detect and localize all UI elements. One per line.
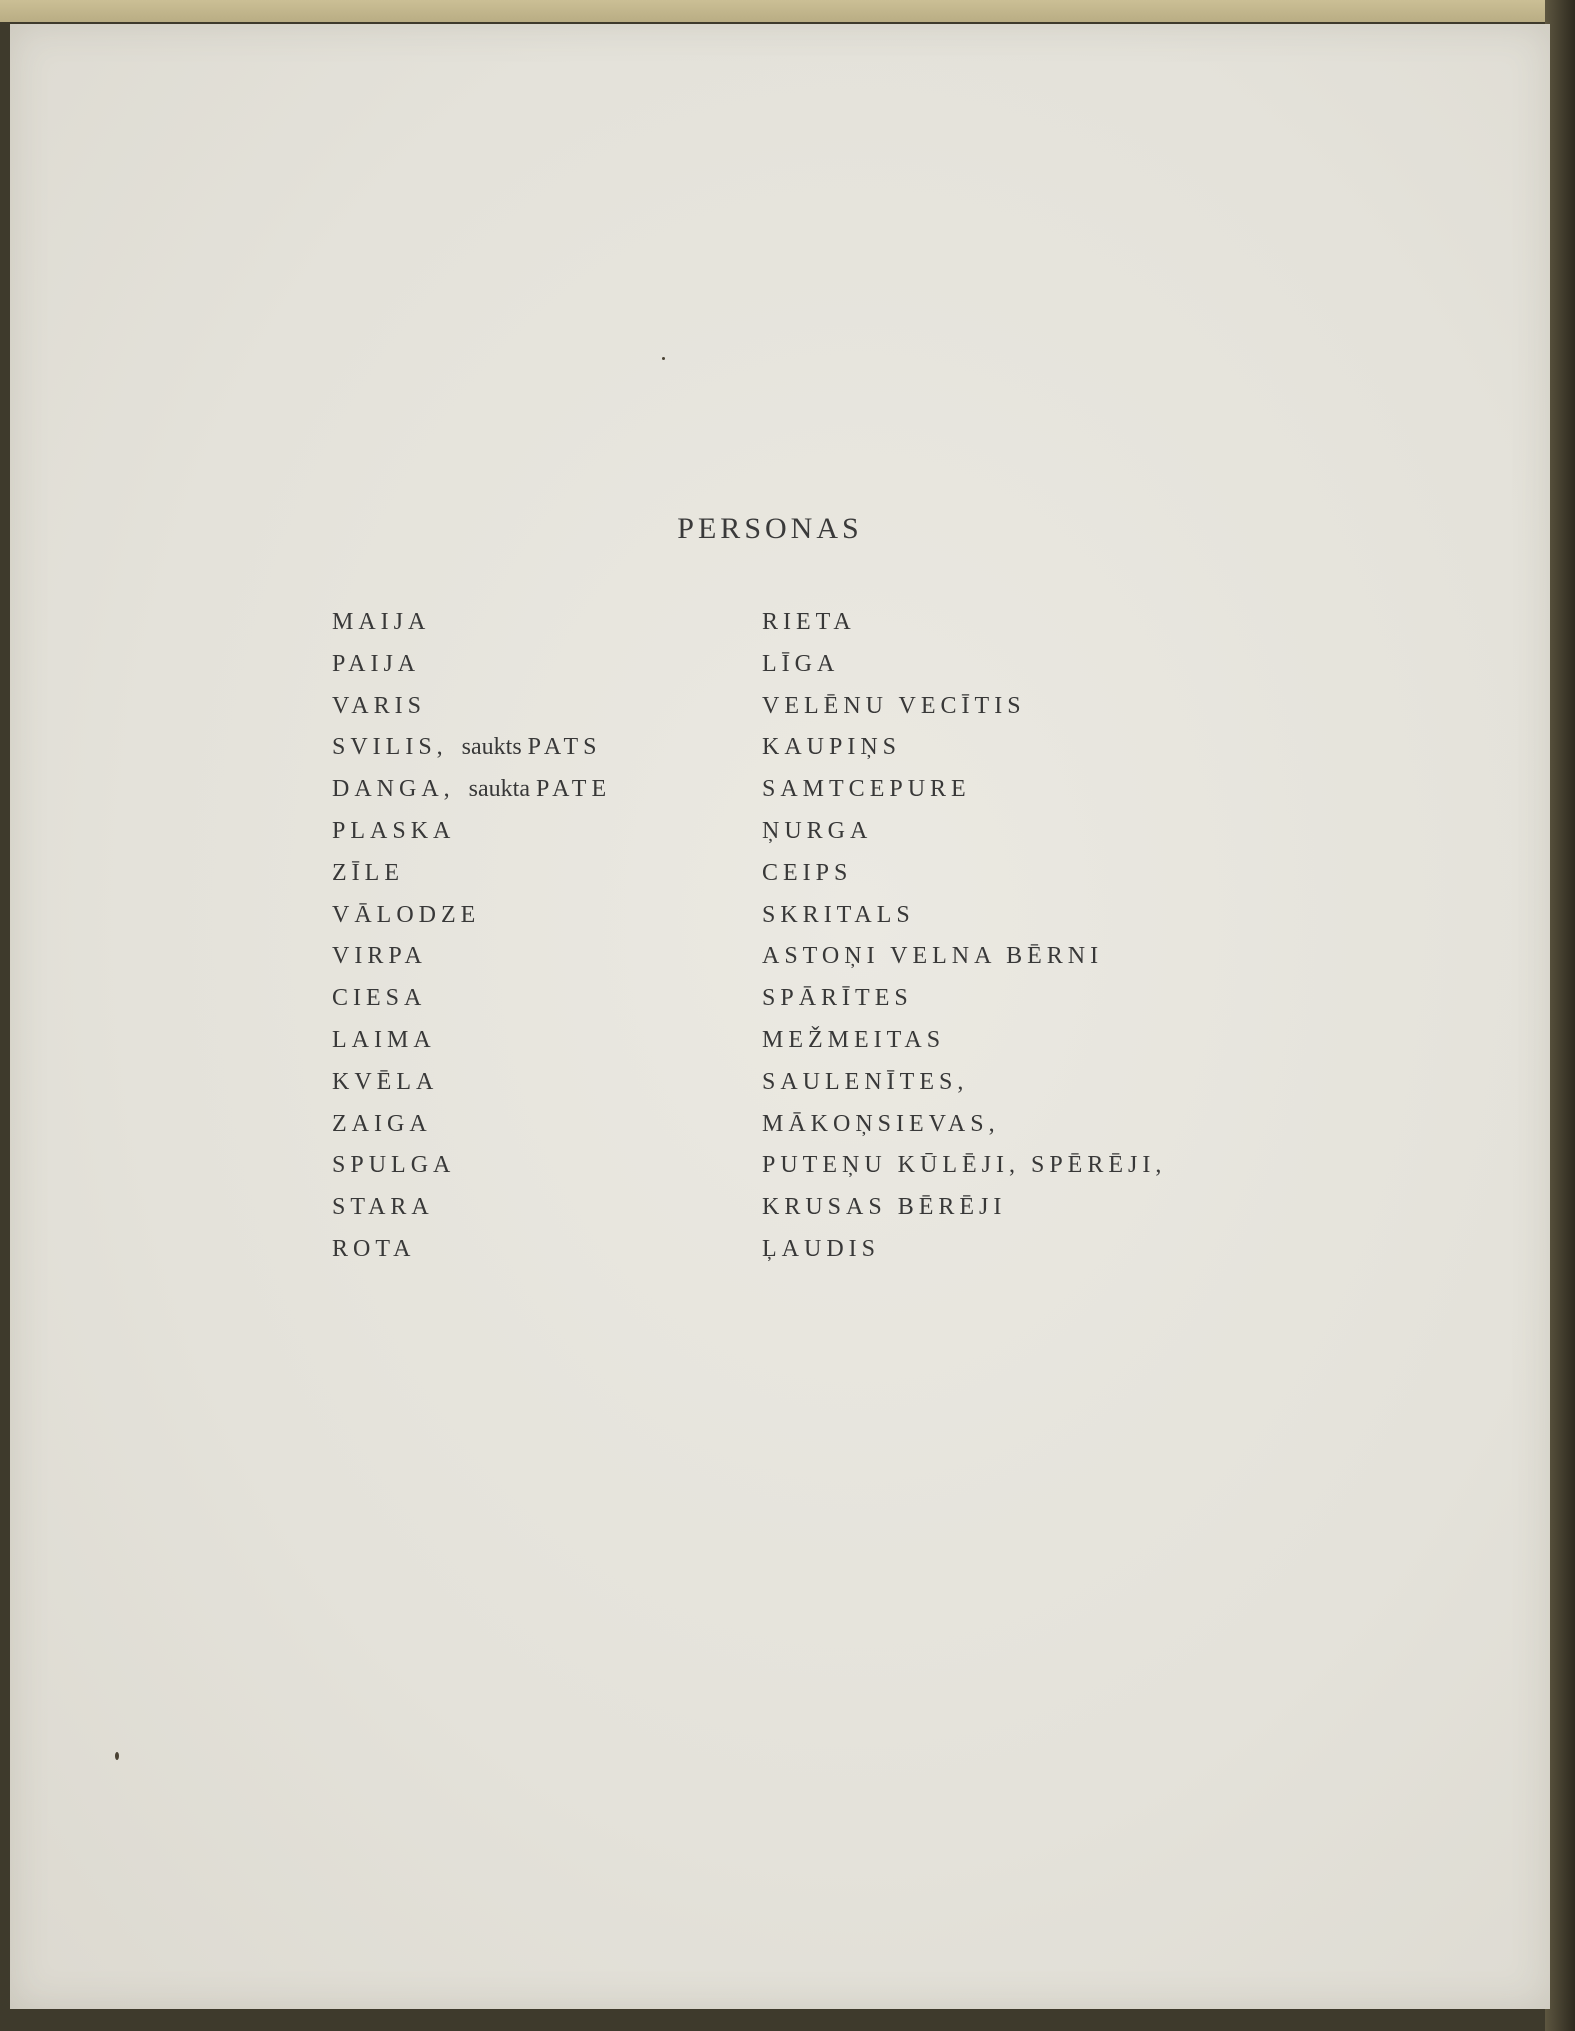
cast-entry [332, 1062, 611, 1104]
cast-name: PLASKA [332, 817, 456, 844]
cast-entry [332, 1229, 611, 1271]
cast-entry [332, 978, 611, 1020]
cast-entry: SKRITALS [762, 901, 915, 928]
cast-entry: ĻAUDIS [762, 1235, 880, 1262]
cast-list-left [332, 602, 611, 1271]
cast-entry: KAUPIŅS [762, 734, 902, 761]
cast-name: STARA [332, 1194, 434, 1221]
cast-entry: LĪGA [762, 650, 840, 677]
paper-speck [115, 1752, 119, 1760]
cast-name: VARIS [332, 692, 426, 719]
cast-entry: SAULENĪTES, [762, 1068, 969, 1095]
cast-note: saukta [468, 776, 530, 803]
cast-list-right [762, 602, 1166, 1271]
cast-entry [332, 644, 611, 686]
cast-entry: MEŽMEITAS [762, 1026, 946, 1053]
cast-entry: KRUSAS BĒRĒJI [762, 1194, 1007, 1221]
cast-name: KVĒLA [332, 1068, 439, 1095]
cast-entry [332, 727, 611, 769]
cast-entry: SAMTCEPURE [762, 776, 971, 803]
cast-entry [332, 853, 611, 895]
cast-entry [332, 1020, 611, 1062]
cast-entry [332, 1187, 611, 1229]
cast-entry: CEIPS [762, 859, 853, 886]
cast-name: LAIMA [332, 1026, 436, 1053]
cast-entry [332, 686, 611, 728]
cast-name: ZĪLE [332, 859, 404, 886]
cast-entry: SPĀRĪTES [762, 985, 913, 1012]
cast-name: ZAIGA [332, 1110, 432, 1137]
cast-entry: PUTEŅU KŪLĒJI, SPĒRĒJI, [762, 1152, 1167, 1179]
cast-entry [332, 602, 611, 644]
cast-entry [332, 811, 611, 853]
cast-entry: RIETA [762, 609, 856, 635]
page-title [10, 512, 1530, 546]
cast-name: VIRPA [332, 943, 427, 970]
cast-entry [332, 895, 611, 937]
cast-name: SVILIS, [332, 734, 448, 761]
cast-name: PAIJA [332, 650, 421, 677]
page-title-text: PERSONAS [677, 512, 863, 545]
cast-name: VĀLODZE [332, 901, 481, 928]
cast-name: MAIJA [332, 609, 431, 635]
cast-entry [332, 936, 611, 978]
cast-entry: VELĒNU VECĪTIS [762, 692, 1026, 719]
cast-entry: MĀKOŅSIEVAS, [762, 1110, 1000, 1137]
book-cover-edge-top [0, 0, 1575, 22]
cast-name: CIESA [332, 985, 427, 1012]
cast-entry [332, 769, 611, 811]
cast-alias: PATS [527, 734, 602, 761]
book-page [10, 24, 1550, 2009]
cast-name: ROTA [332, 1235, 416, 1262]
cast-name: DANGA, [332, 776, 455, 803]
cast-alias: PATE [535, 776, 612, 803]
cast-entry: ŅURGA [762, 817, 873, 844]
cast-entry [332, 1145, 611, 1187]
cast-name: SPULGA [332, 1152, 456, 1179]
cast-note: saukts [461, 734, 522, 761]
cast-entry [332, 1104, 611, 1146]
cast-entry: ASTOŅI VELNA BĒRNI [762, 943, 1104, 970]
paper-speck [662, 357, 665, 360]
